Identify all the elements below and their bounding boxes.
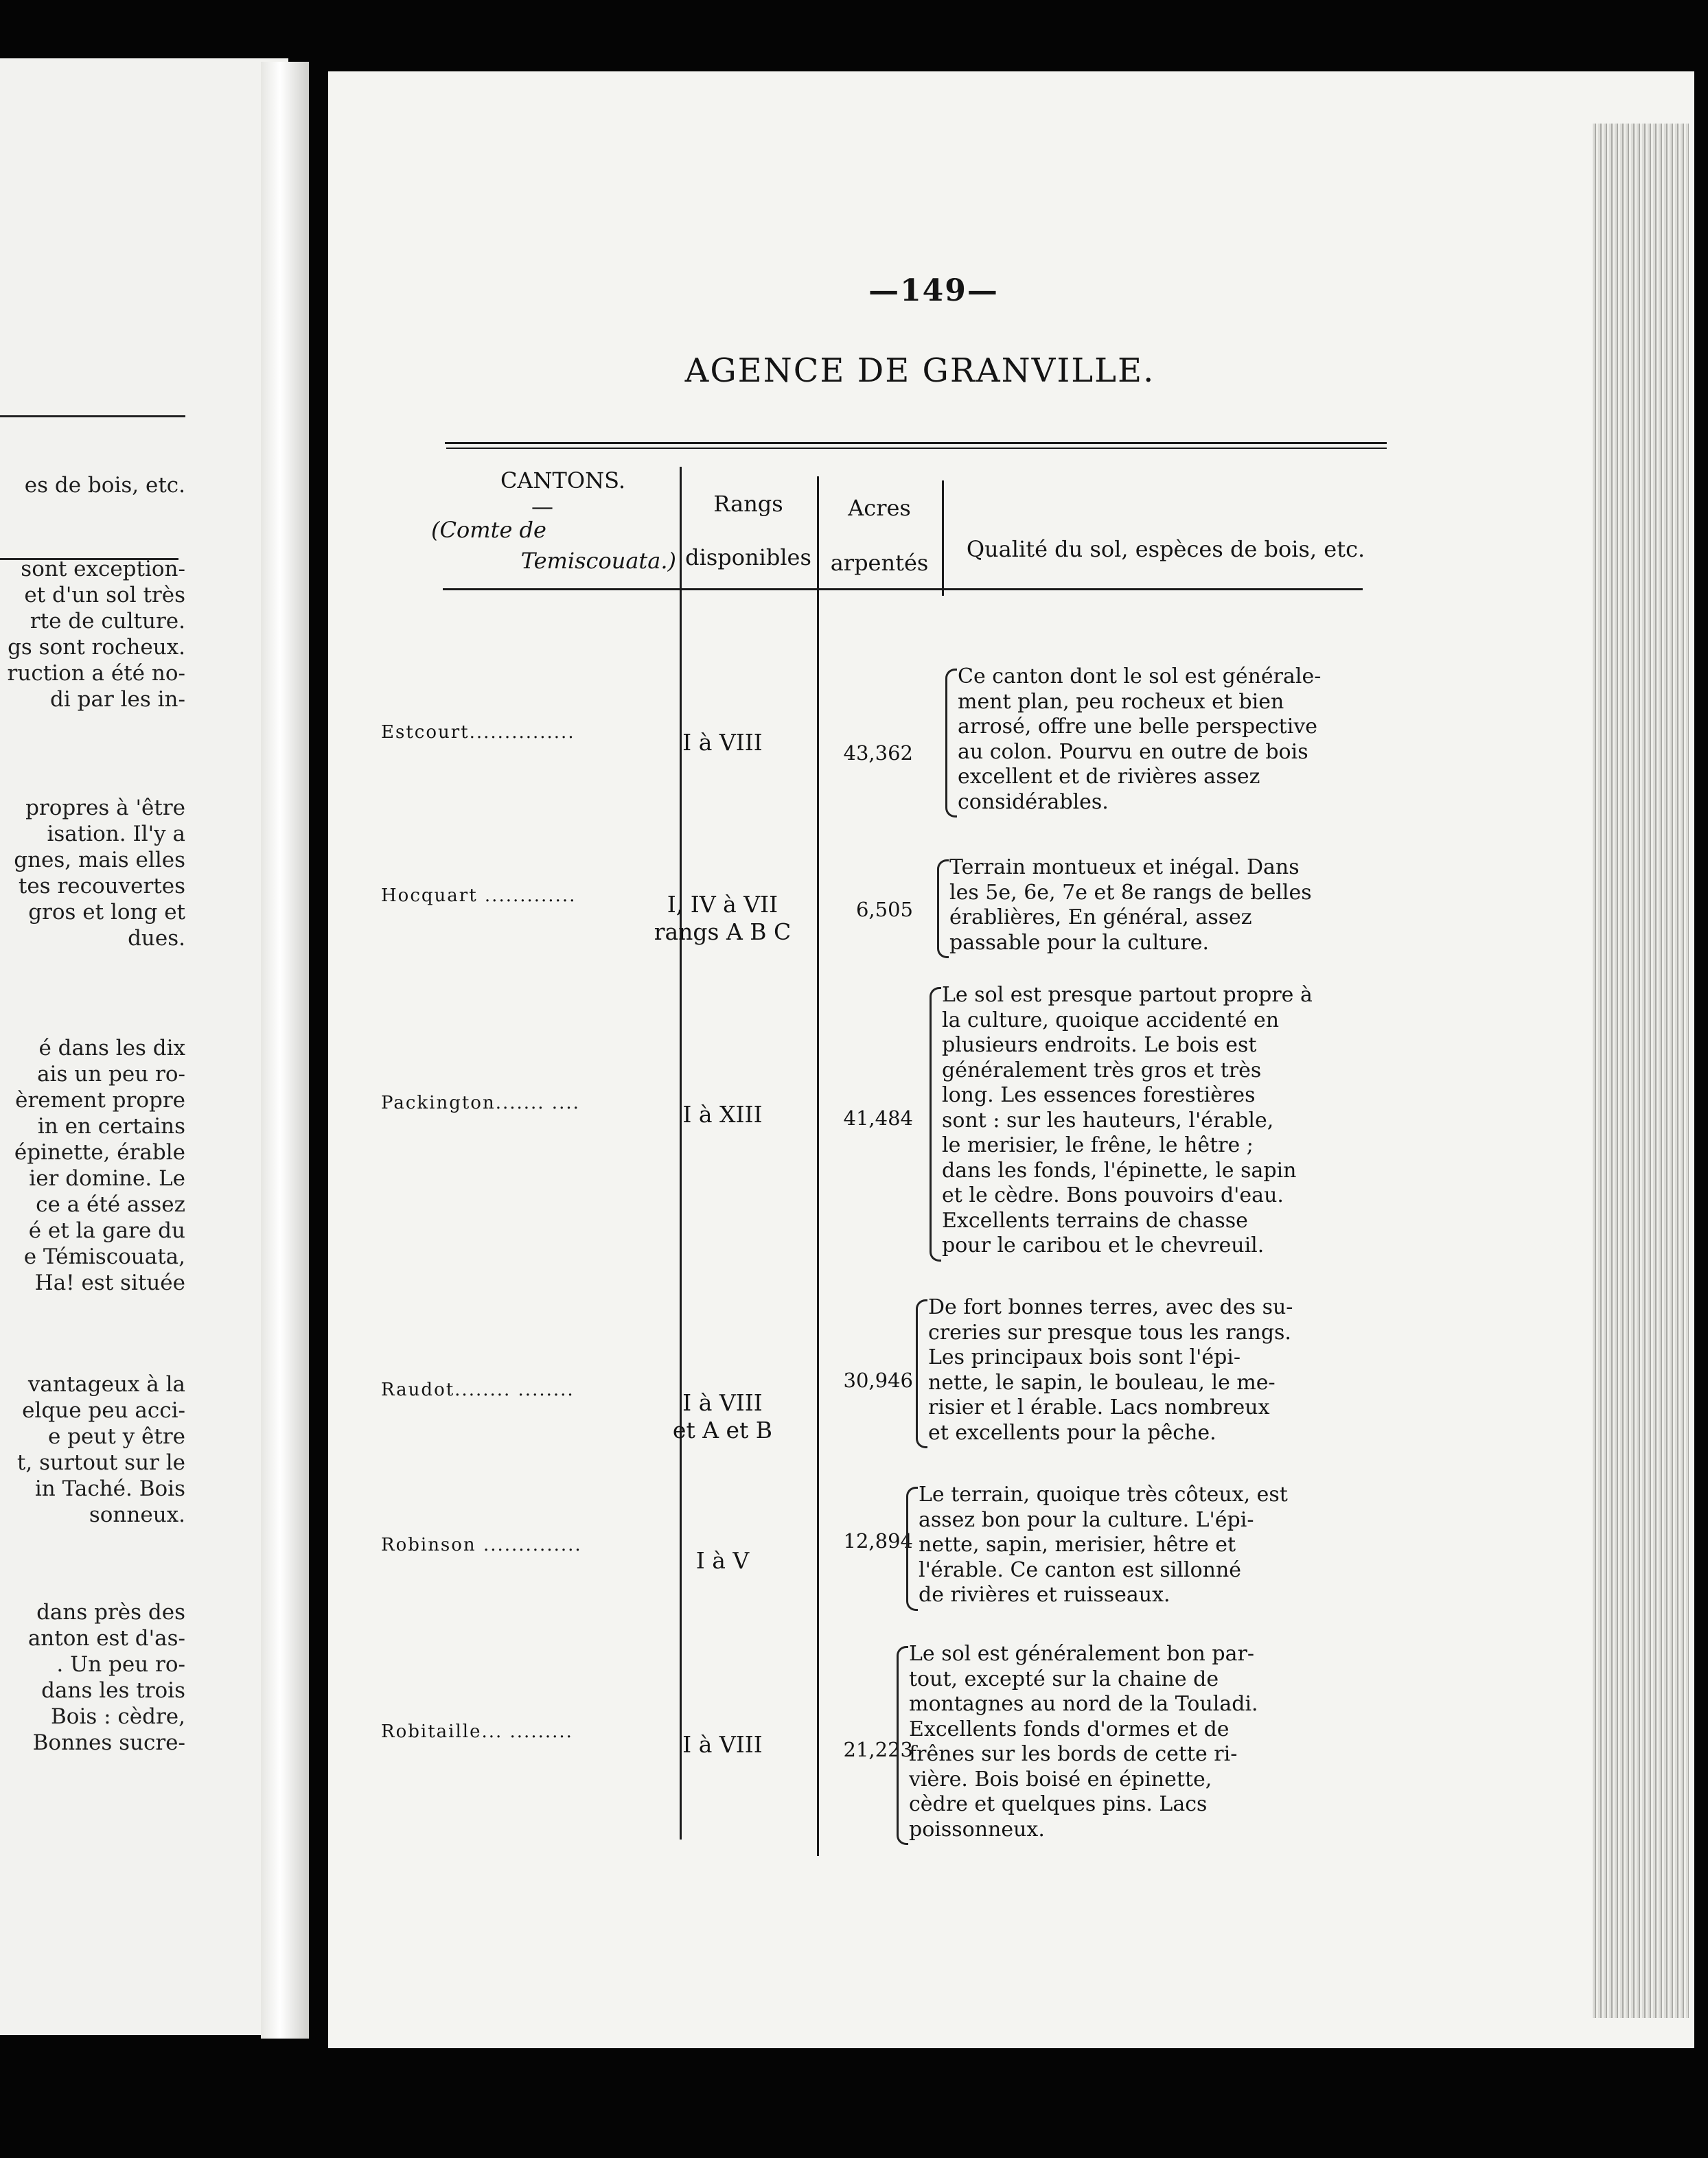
left-page-line: et d'un sol très bbox=[24, 583, 185, 607]
quality-line: dans les fonds, l'épinette, le sapin bbox=[942, 1158, 1297, 1183]
page-edge-stack bbox=[1593, 124, 1689, 2018]
left-page-line: é dans les dix bbox=[38, 1036, 185, 1060]
quality-line: et excellents pour la pêche. bbox=[928, 1420, 1216, 1445]
left-page-line: dans les trois bbox=[41, 1678, 185, 1703]
left-page-line: e peut y être bbox=[47, 1424, 185, 1449]
quality-line: passable pour la culture. bbox=[949, 930, 1210, 955]
header-rangs-line1: Rangs bbox=[713, 491, 783, 517]
rangs-line: I à XIII bbox=[682, 1101, 763, 1128]
left-page-line: propres à 'être bbox=[25, 796, 185, 820]
left-header-rule-top bbox=[0, 415, 185, 417]
canton-name: Robinson .............. bbox=[381, 1535, 582, 1555]
rangs-cell bbox=[645, 1101, 800, 1128]
quality-line: creries sur presque tous les rangs. bbox=[928, 1320, 1291, 1345]
left-page-line: gros et long et bbox=[28, 900, 185, 925]
header-comte-line2: Temiscouata.) bbox=[520, 548, 676, 574]
left-page-line: in en certains bbox=[37, 1114, 185, 1139]
quality-line: frênes sur les bords de cette ri- bbox=[909, 1742, 1238, 1766]
left-page-line: di par les in- bbox=[50, 687, 185, 712]
quality-description bbox=[909, 1642, 1321, 1842]
table-top-rule-2 bbox=[446, 448, 1387, 449]
left-page-line: t, surtout sur le bbox=[16, 1450, 185, 1475]
quality-line: arrosé, offre une belle perspective bbox=[958, 715, 1318, 739]
quality-line: excellent et de rivières assez bbox=[958, 765, 1260, 789]
row-brace bbox=[916, 1299, 927, 1448]
quality-description bbox=[942, 983, 1354, 1259]
quality-description bbox=[928, 1295, 1340, 1446]
quality-line: Excellents terrains de chasse bbox=[942, 1208, 1248, 1233]
quality-description bbox=[919, 1483, 1330, 1608]
row-brace bbox=[930, 987, 941, 1262]
left-page-line: Bonnes sucre- bbox=[32, 1730, 185, 1755]
row-brace bbox=[897, 1646, 908, 1845]
quality-line: plusieurs endroits. Le bois est bbox=[942, 1033, 1257, 1057]
header-qualite: Qualité du sol, espèces de bois, etc. bbox=[966, 536, 1365, 562]
rangs-line: I, IV à VII bbox=[667, 891, 778, 918]
rangs-line: rangs A B C bbox=[654, 918, 792, 945]
left-page-line: . Un peu ro- bbox=[56, 1652, 185, 1677]
quality-line: Le sol est presque partout propre à bbox=[942, 983, 1313, 1007]
book-gutter bbox=[261, 62, 309, 2039]
header-rangs-line2: disponibles bbox=[685, 544, 811, 570]
quality-line: vière. Bois boisé en épinette, bbox=[909, 1767, 1212, 1791]
quality-line: long. Les essences forestières bbox=[942, 1083, 1256, 1107]
quality-line: pour le caribou et le chevreuil. bbox=[942, 1233, 1265, 1257]
rangs-cell bbox=[645, 729, 800, 756]
column-divider-2 bbox=[817, 476, 819, 1856]
header-acres-line2: arpentés bbox=[830, 550, 929, 576]
acres-value: 12,894 bbox=[843, 1529, 913, 1553]
header-cantons: CANTONS. bbox=[500, 467, 626, 494]
canton-name: Raudot........ ........ bbox=[381, 1380, 575, 1400]
quality-line: ment plan, peu rocheux et bien bbox=[958, 689, 1284, 714]
header-acres-line1: Acres bbox=[848, 495, 911, 521]
left-page-line: Bois : cèdre, bbox=[51, 1704, 185, 1729]
quality-line: sont : sur les hauteurs, l'érable, bbox=[942, 1108, 1274, 1133]
rangs-cell bbox=[645, 1547, 800, 1575]
quality-line: la culture, quoique accidenté en bbox=[942, 1008, 1280, 1032]
canton-name: Estcourt............... bbox=[381, 722, 575, 743]
column-divider-1 bbox=[680, 467, 682, 1840]
left-page-line: gs sont rocheux. bbox=[8, 635, 185, 660]
page-number: —149— bbox=[868, 273, 999, 308]
quality-line: Ce canton dont le sol est générale- bbox=[958, 664, 1322, 688]
left-page-line: Ha! est située bbox=[34, 1271, 185, 1295]
left-page-line: isation. Il'y a bbox=[47, 822, 185, 846]
quality-line: nette, sapin, merisier, hêtre et bbox=[919, 1533, 1236, 1557]
rangs-line: I à VIII bbox=[682, 1731, 763, 1758]
quality-line: poissonneux. bbox=[909, 1817, 1045, 1842]
rangs-cell bbox=[645, 1389, 800, 1444]
quality-description bbox=[958, 664, 1370, 815]
rangs-line: et A et B bbox=[672, 1417, 773, 1443]
left-page-line: rte de culture. bbox=[30, 609, 185, 634]
quality-line: De fort bonnes terres, avec des su- bbox=[928, 1295, 1293, 1319]
page-title: AGENCE DE GRANVILLE. bbox=[684, 351, 1155, 390]
rangs-line: I à VIII bbox=[682, 729, 763, 756]
table-top-rule bbox=[445, 442, 1387, 444]
acres-value: 6,505 bbox=[855, 898, 913, 921]
quality-line: au colon. Pourvu en outre de bois bbox=[958, 739, 1308, 764]
left-page-line: ruction a été no- bbox=[7, 661, 185, 686]
left-header-fragment: es de bois, etc. bbox=[24, 473, 185, 498]
left-page-line: anton est d'as- bbox=[27, 1626, 185, 1651]
left-page-line: ier domine. Le bbox=[29, 1166, 185, 1191]
quality-line: de rivières et ruisseaux. bbox=[919, 1583, 1170, 1607]
row-brace bbox=[906, 1487, 918, 1611]
quality-line: et le cèdre. Bons pouvoirs d'eau. bbox=[942, 1183, 1284, 1207]
quality-line: risier et l érable. Lacs nombreux bbox=[928, 1395, 1270, 1419]
left-page-line: é et la gare du bbox=[28, 1218, 185, 1243]
acres-value: 30,946 bbox=[843, 1369, 913, 1392]
quality-description bbox=[949, 855, 1361, 955]
row-brace bbox=[937, 859, 949, 958]
rangs-cell bbox=[645, 1731, 800, 1759]
quality-line: les 5e, 6e, 7e et 8e rangs de belles bbox=[949, 880, 1312, 905]
acres-value: 21,223 bbox=[843, 1738, 913, 1761]
left-page-line: épinette, érable bbox=[14, 1140, 185, 1165]
rangs-cell bbox=[645, 891, 800, 946]
left-page-line: sonneux. bbox=[89, 1503, 185, 1527]
quality-line: généralement très gros et très bbox=[942, 1058, 1262, 1082]
quality-line: Le terrain, quoique très côteux, est bbox=[919, 1483, 1288, 1507]
quality-line: cèdre et quelques pins. Lacs bbox=[909, 1792, 1208, 1816]
quality-line: Terrain montueux et inégal. Dans bbox=[949, 855, 1300, 879]
left-facing-page bbox=[0, 58, 288, 2035]
quality-line: le merisier, le frêne, le hêtre ; bbox=[942, 1133, 1254, 1157]
left-page-line: ais un peu ro- bbox=[37, 1062, 185, 1087]
quality-line: nette, le sapin, le bouleau, le me- bbox=[928, 1370, 1276, 1395]
quality-line: érablières, En général, assez bbox=[949, 905, 1252, 929]
header-bottom-rule bbox=[443, 588, 1363, 590]
canton-name: Hocquart ............. bbox=[381, 885, 577, 906]
left-page-line: dues. bbox=[128, 926, 185, 951]
left-page-line: e Témiscouata, bbox=[23, 1244, 185, 1269]
header-dash: — bbox=[531, 494, 553, 520]
left-page-line: èrement propre bbox=[15, 1088, 185, 1113]
left-page-line: vantageux à la bbox=[27, 1372, 185, 1397]
left-page-line: tes recouvertes bbox=[18, 874, 185, 898]
header-comte-line1: (Comte de bbox=[431, 517, 546, 543]
left-page-line: dans près des bbox=[36, 1600, 185, 1625]
left-page-line: in Taché. Bois bbox=[34, 1476, 185, 1501]
left-page-line: gnes, mais elles bbox=[14, 848, 185, 872]
acres-value: 43,362 bbox=[843, 741, 913, 765]
quality-line: considérables. bbox=[958, 789, 1109, 814]
quality-line: montagnes au nord de la Touladi. bbox=[909, 1692, 1258, 1716]
rangs-line: I à V bbox=[695, 1547, 750, 1574]
canton-name: Robitaille... ......... bbox=[381, 1721, 573, 1742]
left-page-line: elque peu acci- bbox=[22, 1398, 185, 1423]
rangs-line: I à VIII bbox=[682, 1389, 763, 1416]
left-page-line: ce a été assez bbox=[36, 1192, 185, 1217]
quality-line: Le sol est généralement bon par- bbox=[909, 1642, 1254, 1666]
quality-line: l'érable. Ce canton est sillonné bbox=[919, 1557, 1242, 1582]
quality-line: tout, excepté sur la chaine de bbox=[909, 1667, 1219, 1691]
column-divider-3 bbox=[942, 480, 944, 596]
acres-value: 41,484 bbox=[843, 1106, 913, 1130]
quality-line: Excellents fonds d'ormes et de bbox=[909, 1717, 1230, 1741]
canton-name: Packington....... .... bbox=[381, 1093, 580, 1113]
quality-line: Les principaux bois sont l'épi- bbox=[928, 1345, 1241, 1369]
row-brace bbox=[945, 669, 957, 817]
left-page-line: sont exception- bbox=[21, 557, 185, 581]
quality-line: assez bon pour la culture. L'épi- bbox=[919, 1507, 1254, 1532]
